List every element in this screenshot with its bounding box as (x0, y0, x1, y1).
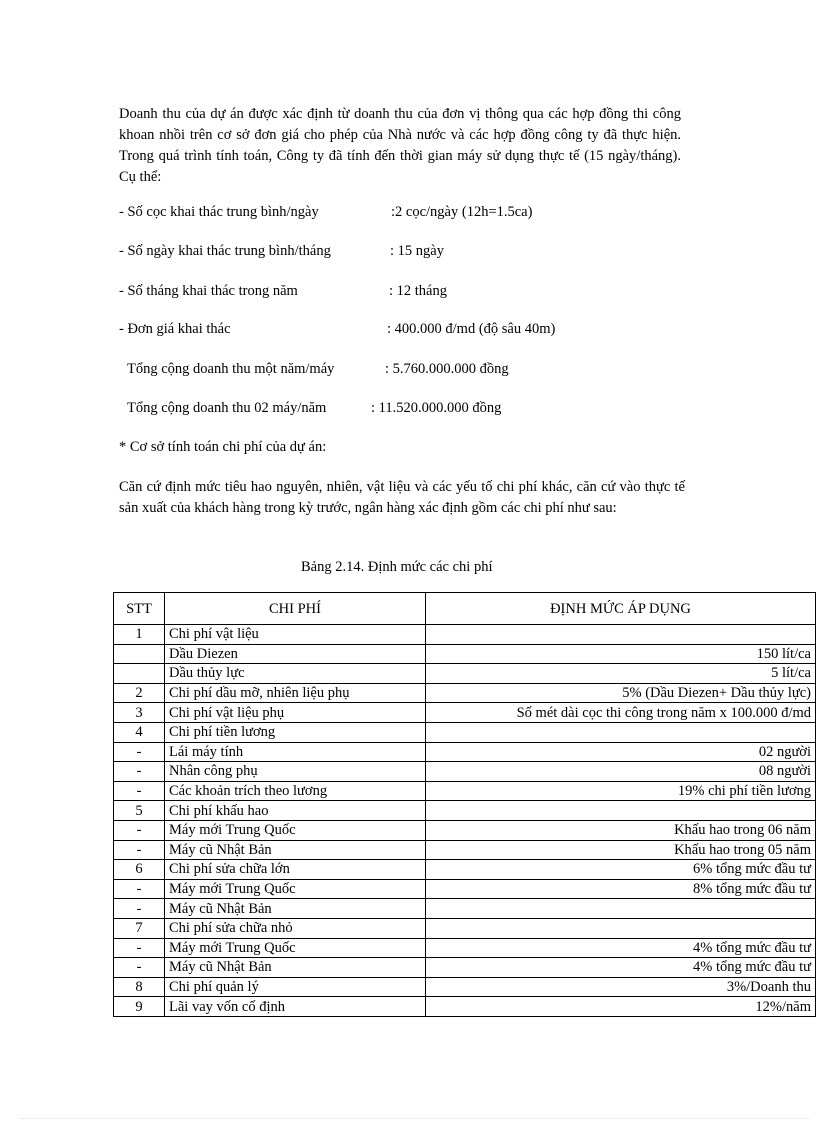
table-row (114, 860, 816, 880)
cell-stt: - (114, 762, 165, 782)
cell-name: Máy mới Trung Quốc (165, 879, 426, 899)
table-row (114, 918, 816, 938)
detail-label: Tổng cộng doanh thu 02 máy/năm (127, 400, 327, 416)
cell-stt: 8 (114, 977, 165, 997)
table-row (114, 781, 816, 801)
table-header-row (114, 593, 816, 625)
cell-norm (426, 801, 816, 821)
cell-norm: Số mét dài cọc thi công trong năm x 100.000 đ/md (426, 703, 816, 723)
cell-name: Máy mới Trung Quốc (165, 820, 426, 840)
cell-name: Chi phí sửa chữa lớn (165, 860, 426, 880)
detail-label: - Số tháng khai thác trong năm (119, 283, 298, 299)
table-row (114, 801, 816, 821)
table-row (114, 742, 816, 762)
cell-name: Máy cũ Nhật Bản (165, 840, 426, 860)
cell-norm: Khấu hao trong 05 năm (426, 840, 816, 860)
detail-label: - Đơn giá khai thác (119, 321, 231, 337)
cell-name: Chi phí vật liệu (165, 625, 426, 645)
cell-norm: 4% tổng mức đầu tư (426, 938, 816, 958)
cell-stt: - (114, 958, 165, 978)
detail-label: - Số ngày khai thác trung bình/tháng (119, 243, 331, 259)
cost-paragraph: Căn cứ định mức tiêu hao nguyên, nhiên, vật liệu và các yếu tố chi phí khác, căn cứ vào thực tế sản xuất của khách hàng trong kỳ trước, ngân hàng xác định gồm các chi phí như sau: (119, 479, 685, 516)
cell-name: Các khoản trích theo lương (165, 781, 426, 801)
cell-stt: 7 (114, 918, 165, 938)
cell-name: Máy mới Trung Quốc (165, 938, 426, 958)
cell-name: Dầu Diezen (165, 644, 426, 664)
header-stt: STT (114, 593, 165, 625)
detail-value: : 12 tháng (389, 283, 447, 299)
table-row (114, 997, 816, 1017)
header-cost-name: CHI PHÍ (165, 593, 426, 625)
table-row (114, 762, 816, 782)
cell-stt: - (114, 820, 165, 840)
cell-norm: 3%/Doanh thu (426, 977, 816, 997)
table-row (114, 977, 816, 997)
cell-stt: 9 (114, 997, 165, 1017)
detail-value: : 400.000 đ/md (độ sâu 40m) (387, 321, 556, 337)
detail-value: : 15 ngày (390, 243, 444, 259)
table-row (114, 625, 816, 645)
table-row (114, 958, 816, 978)
table-row (114, 820, 816, 840)
cell-norm (426, 625, 816, 645)
cell-name: Chi phí tiền lương (165, 722, 426, 742)
detail-label: - Số cọc khai thác trung bình/ngày (119, 204, 319, 220)
cell-stt: 6 (114, 860, 165, 880)
detail-value: : 5.760.000.000 đồng (385, 361, 509, 377)
table-row (114, 703, 816, 723)
cell-stt: - (114, 742, 165, 762)
cell-stt: - (114, 899, 165, 919)
table-row (114, 938, 816, 958)
header-norm: ĐỊNH MỨC ÁP DỤNG (426, 593, 816, 625)
cell-stt: - (114, 879, 165, 899)
cell-norm: 5 lít/ca (426, 664, 816, 684)
table-row (114, 644, 816, 664)
cell-norm: 8% tổng mức đầu tư (426, 879, 816, 899)
cell-stt: - (114, 840, 165, 860)
cell-norm: 12%/năm (426, 997, 816, 1017)
cell-norm: 4% tổng mức đầu tư (426, 958, 816, 978)
cell-name: Chi phí khấu hao (165, 801, 426, 821)
cell-name: Chi phí vật liệu phụ (165, 703, 426, 723)
cell-norm: 5% (Dầu Diezen+ Dầu thủy lực) (426, 683, 816, 703)
cell-stt: 3 (114, 703, 165, 723)
cell-norm: 150 lít/ca (426, 644, 816, 664)
cell-stt (114, 664, 165, 684)
cell-norm: 08 người (426, 762, 816, 782)
detail-label: Tổng cộng doanh thu một năm/máy (127, 361, 335, 377)
cell-stt: 4 (114, 722, 165, 742)
cell-name: Lái máy tính (165, 742, 426, 762)
detail-value: : 11.520.000.000 đồng (371, 400, 502, 416)
cell-stt: 2 (114, 683, 165, 703)
cell-norm: 6% tổng mức đầu tư (426, 860, 816, 880)
table-row (114, 722, 816, 742)
table-row (114, 899, 816, 919)
cell-name: Chi phí quản lý (165, 977, 426, 997)
detail-value: :2 cọc/ngày (12h=1.5ca) (391, 204, 533, 220)
cell-stt: - (114, 938, 165, 958)
cost-basis-heading-text: * Cơ sở tính toán chi phí của dự án: (119, 439, 327, 455)
cell-name: Lãi vay vốn cố định (165, 997, 426, 1017)
cell-stt: 1 (114, 625, 165, 645)
cell-name: Nhân công phụ (165, 762, 426, 782)
cell-norm (426, 722, 816, 742)
cell-name: Chi phí dầu mỡ, nhiên liệu phụ (165, 683, 426, 703)
cell-norm: 19% chi phí tiền lương (426, 781, 816, 801)
cell-norm: Khấu hao trong 06 năm (426, 820, 816, 840)
table-row (114, 840, 816, 860)
intro-paragraph: Doanh thu của dự án được xác định từ doanh thu của đơn vị thông qua các hợp đồng thi công khoan nhồi trên cơ sở đơn giá cho phép của Nhà nước và các hợp đồng công ty đã thực hiện. Trong quá trình tính toán, Công ty đã tính đến thời gian máy sử dụng thực tế (15 ngày/tháng). Cụ thể: (119, 106, 681, 185)
table-row (114, 683, 816, 703)
cell-norm: 02 người (426, 742, 816, 762)
cell-name: Máy cũ Nhật Bản (165, 899, 426, 919)
page-bottom-divider (20, 1118, 810, 1119)
table-row (114, 664, 816, 684)
cell-name: Chi phí sửa chữa nhỏ (165, 918, 426, 938)
cell-name: Dầu thủy lực (165, 664, 426, 684)
table-row (114, 879, 816, 899)
cell-norm (426, 899, 816, 919)
cell-stt: - (114, 781, 165, 801)
cost-norms-table (113, 592, 816, 1017)
cell-stt: 5 (114, 801, 165, 821)
cell-name: Máy cũ Nhật Bản (165, 958, 426, 978)
cell-norm (426, 918, 816, 938)
cell-stt (114, 644, 165, 664)
table-caption: Bảng 2.14. Định mức các chi phí (301, 559, 493, 575)
